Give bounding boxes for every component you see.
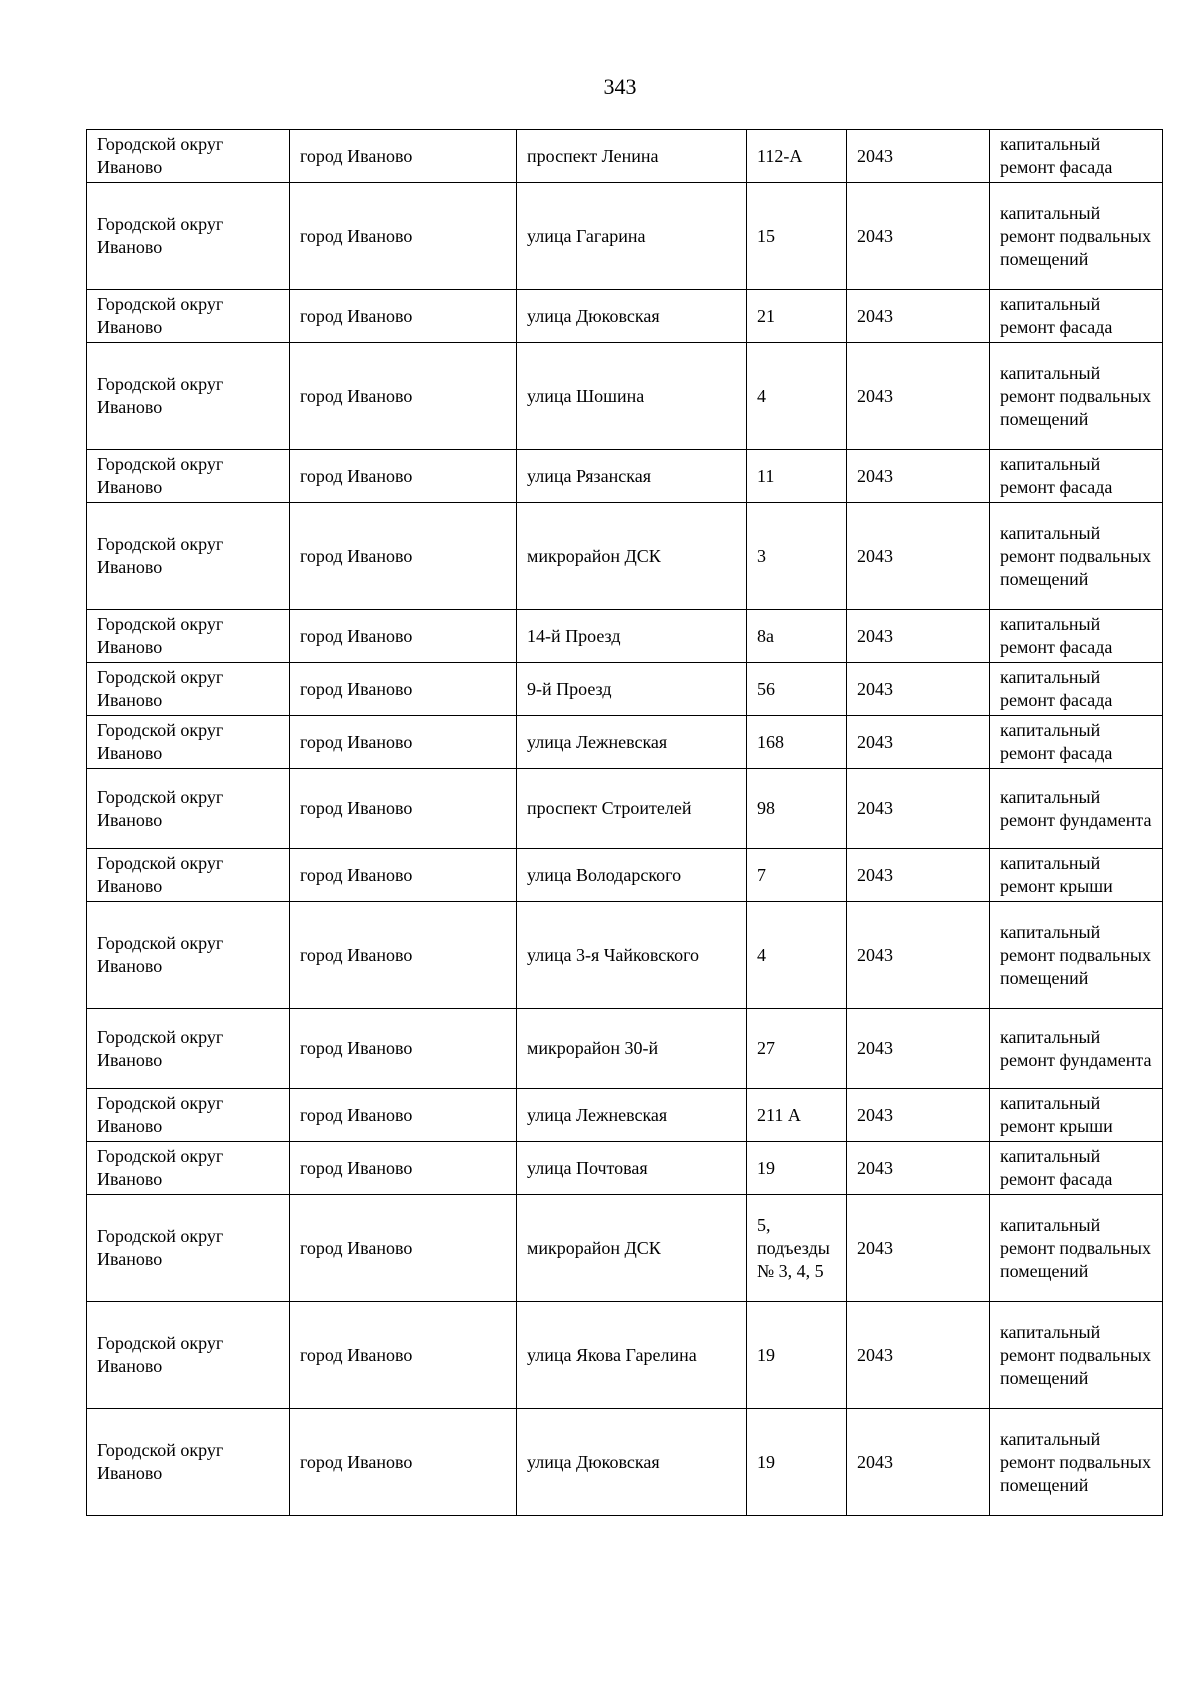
cell-year: 2043: [847, 1302, 990, 1409]
cell-municipality: Городской округ Иваново: [87, 716, 290, 769]
cell-work-type: капитальный ремонт фасада: [990, 716, 1163, 769]
table-row: [87, 769, 1163, 849]
repair-schedule-table: [86, 129, 1163, 1516]
cell-year: 2043: [847, 1089, 990, 1142]
cell-house-number: 168: [747, 716, 847, 769]
cell-work-type: капитальный ремонт фундамента: [990, 1009, 1163, 1089]
cell-street: 9-й Проезд: [517, 663, 747, 716]
cell-work-type: капитальный ремонт подвальных помещений: [990, 343, 1163, 450]
cell-house-number: 15: [747, 183, 847, 290]
cell-municipality: Городской округ Иваново: [87, 769, 290, 849]
cell-house-number: 19: [747, 1302, 847, 1409]
cell-street: улица Дюковская: [517, 290, 747, 343]
cell-municipality: Городской округ Иваново: [87, 663, 290, 716]
cell-year: 2043: [847, 503, 990, 610]
cell-year: 2043: [847, 1142, 990, 1195]
cell-settlement: город Иваново: [290, 1089, 517, 1142]
cell-street: улица Гагарина: [517, 183, 747, 290]
cell-house-number: 8а: [747, 610, 847, 663]
cell-municipality: Городской округ Иваново: [87, 1089, 290, 1142]
table-row: [87, 1302, 1163, 1409]
table-row: [87, 610, 1163, 663]
cell-house-number: 7: [747, 849, 847, 902]
cell-work-type: капитальный ремонт фасада: [990, 290, 1163, 343]
cell-settlement: город Иваново: [290, 343, 517, 450]
table-row: [87, 1009, 1163, 1089]
cell-municipality: Городской округ Иваново: [87, 183, 290, 290]
cell-year: 2043: [847, 610, 990, 663]
cell-settlement: город Иваново: [290, 130, 517, 183]
cell-municipality: Городской округ Иваново: [87, 1142, 290, 1195]
cell-year: 2043: [847, 183, 990, 290]
cell-house-number: 11: [747, 450, 847, 503]
cell-house-number: 4: [747, 902, 847, 1009]
cell-year: 2043: [847, 663, 990, 716]
cell-street: улица Лежневская: [517, 1089, 747, 1142]
cell-street: микрорайон ДСК: [517, 503, 747, 610]
cell-house-number: 5, подъезды № 3, 4, 5: [747, 1195, 847, 1302]
cell-settlement: город Иваново: [290, 1142, 517, 1195]
cell-settlement: город Иваново: [290, 902, 517, 1009]
cell-municipality: Городской округ Иваново: [87, 503, 290, 610]
table-row: [87, 130, 1163, 183]
table-row: [87, 849, 1163, 902]
cell-settlement: город Иваново: [290, 1009, 517, 1089]
cell-settlement: город Иваново: [290, 769, 517, 849]
cell-work-type: капитальный ремонт подвальных помещений: [990, 1195, 1163, 1302]
cell-work-type: капитальный ремонт фасада: [990, 130, 1163, 183]
cell-settlement: город Иваново: [290, 183, 517, 290]
cell-work-type: капитальный ремонт подвальных помещений: [990, 183, 1163, 290]
cell-settlement: город Иваново: [290, 610, 517, 663]
cell-year: 2043: [847, 1409, 990, 1516]
table-row: [87, 1142, 1163, 1195]
cell-settlement: город Иваново: [290, 849, 517, 902]
cell-settlement: город Иваново: [290, 663, 517, 716]
table-row: [87, 902, 1163, 1009]
cell-settlement: город Иваново: [290, 503, 517, 610]
cell-house-number: 19: [747, 1409, 847, 1516]
cell-house-number: 21: [747, 290, 847, 343]
cell-house-number: 211 А: [747, 1089, 847, 1142]
page-number: 343: [603, 74, 637, 99]
cell-work-type: капитальный ремонт фундамента: [990, 769, 1163, 849]
cell-municipality: Городской округ Иваново: [87, 1302, 290, 1409]
cell-work-type: капитальный ремонт подвальных помещений: [990, 1409, 1163, 1516]
cell-street: улица Володарского: [517, 849, 747, 902]
cell-house-number: 3: [747, 503, 847, 610]
table-row: [87, 716, 1163, 769]
cell-municipality: Городской округ Иваново: [87, 849, 290, 902]
cell-year: 2043: [847, 1195, 990, 1302]
cell-municipality: Городской округ Иваново: [87, 902, 290, 1009]
cell-year: 2043: [847, 716, 990, 769]
cell-street: проспект Строителей: [517, 769, 747, 849]
cell-year: 2043: [847, 130, 990, 183]
table-row: [87, 450, 1163, 503]
cell-street: улица Якова Гарелина: [517, 1302, 747, 1409]
cell-work-type: капитальный ремонт фасада: [990, 663, 1163, 716]
cell-settlement: город Иваново: [290, 1195, 517, 1302]
cell-house-number: 4: [747, 343, 847, 450]
cell-municipality: Городской округ Иваново: [87, 290, 290, 343]
cell-settlement: город Иваново: [290, 450, 517, 503]
cell-work-type: капитальный ремонт фасада: [990, 450, 1163, 503]
table-row: [87, 343, 1163, 450]
cell-year: 2043: [847, 290, 990, 343]
cell-work-type: капитальный ремонт фасада: [990, 610, 1163, 663]
cell-street: улица Лежневская: [517, 716, 747, 769]
cell-street: улица 3-я Чайковского: [517, 902, 747, 1009]
table-row: [87, 290, 1163, 343]
cell-year: 2043: [847, 849, 990, 902]
cell-municipality: Городской округ Иваново: [87, 1409, 290, 1516]
cell-work-type: капитальный ремонт подвальных помещений: [990, 1302, 1163, 1409]
cell-settlement: город Иваново: [290, 716, 517, 769]
cell-year: 2043: [847, 1009, 990, 1089]
table-row: [87, 183, 1163, 290]
table-row: [87, 1089, 1163, 1142]
cell-municipality: Городской округ Иваново: [87, 450, 290, 503]
cell-municipality: Городской округ Иваново: [87, 130, 290, 183]
cell-work-type: капитальный ремонт подвальных помещений: [990, 902, 1163, 1009]
table-row: [87, 663, 1163, 716]
cell-street: улица Рязанская: [517, 450, 747, 503]
cell-work-type: капитальный ремонт крыши: [990, 849, 1163, 902]
cell-work-type: капитальный ремонт фасада: [990, 1142, 1163, 1195]
cell-street: улица Почтовая: [517, 1142, 747, 1195]
table-row: [87, 1195, 1163, 1302]
cell-year: 2043: [847, 902, 990, 1009]
cell-street: 14-й Проезд: [517, 610, 747, 663]
table-row: [87, 503, 1163, 610]
table-body: [87, 130, 1163, 1516]
cell-house-number: 112-А: [747, 130, 847, 183]
cell-year: 2043: [847, 769, 990, 849]
cell-year: 2043: [847, 343, 990, 450]
cell-work-type: капитальный ремонт подвальных помещений: [990, 503, 1163, 610]
cell-settlement: город Иваново: [290, 1302, 517, 1409]
cell-settlement: город Иваново: [290, 1409, 517, 1516]
table-row: [87, 1409, 1163, 1516]
cell-street: улица Дюковская: [517, 1409, 747, 1516]
cell-house-number: 56: [747, 663, 847, 716]
cell-settlement: город Иваново: [290, 290, 517, 343]
cell-year: 2043: [847, 450, 990, 503]
cell-street: проспект Ленина: [517, 130, 747, 183]
cell-house-number: 27: [747, 1009, 847, 1089]
cell-municipality: Городской округ Иваново: [87, 1195, 290, 1302]
cell-municipality: Городской округ Иваново: [87, 1009, 290, 1089]
cell-street: улица Шошина: [517, 343, 747, 450]
cell-work-type: капитальный ремонт крыши: [990, 1089, 1163, 1142]
cell-street: микрорайон 30-й: [517, 1009, 747, 1089]
cell-house-number: 19: [747, 1142, 847, 1195]
cell-street: микрорайон ДСК: [517, 1195, 747, 1302]
cell-municipality: Городской округ Иваново: [87, 343, 290, 450]
cell-municipality: Городской округ Иваново: [87, 610, 290, 663]
cell-house-number: 98: [747, 769, 847, 849]
